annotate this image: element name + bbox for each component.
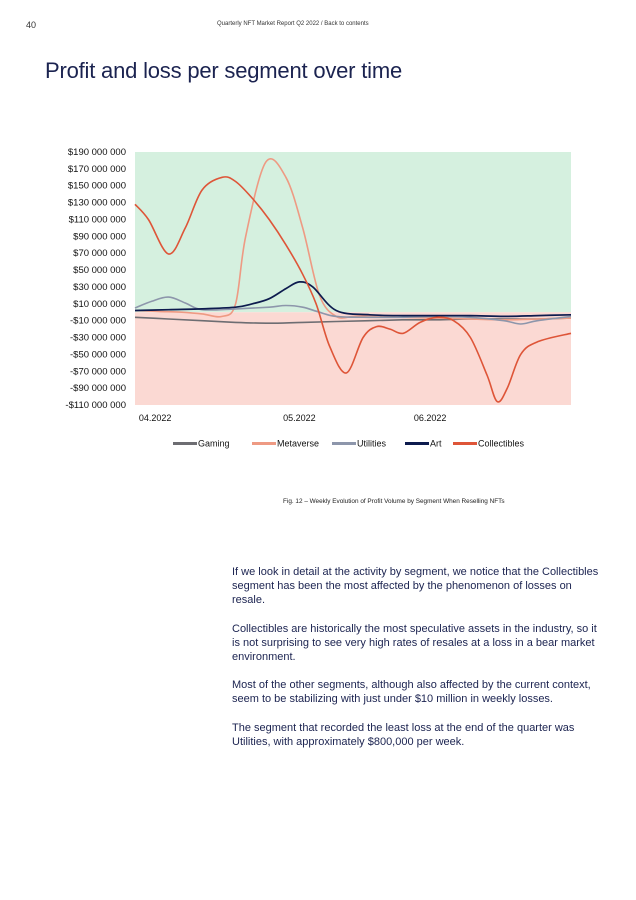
legend-swatch-gaming (173, 442, 197, 445)
y-tick-label: $150 000 000 (67, 180, 126, 192)
y-tick-label: $130 000 000 (67, 197, 126, 209)
y-tick-label: -$110 000 000 (65, 400, 126, 411)
legend-swatch-collectibles (453, 442, 477, 445)
y-tick-label: $50 000 000 (73, 265, 126, 277)
y-axis-tick-labels (65, 147, 126, 411)
profit-loss-chart (0, 140, 636, 460)
x-tick-label: 05.2022 (283, 413, 316, 423)
paragraph: Collectibles are historically the most speculative assets in the industry, so it is not surprising to see very high rates of resales at a loss in a bear market environment. (232, 622, 597, 664)
paragraph: If we look in detail at the activity by segment, we notice that the Collectibles segment has been the most affected by the phenomenon of losses on resale. (232, 566, 599, 607)
legend-swatch-art (405, 442, 429, 445)
y-tick-label: -$10 000 000 (70, 315, 126, 327)
x-axis-tick-labels (139, 413, 447, 423)
paragraph: The segment that recorded the least loss at the end of the quarter was Utilities, with approximately $800,000 per week. (232, 721, 575, 748)
legend-label-metaverse: Metaverse (277, 438, 320, 449)
y-tick-label: -$30 000 000 (70, 332, 126, 344)
paragraph: Most of the other segments, although also affected by the current context, seem to be stabilizing with just under $10 million in weekly losses. (232, 679, 591, 706)
legend-swatch-metaverse (252, 442, 276, 445)
y-tick-label: $170 000 000 (67, 163, 126, 175)
legend-swatch-utilities (332, 442, 356, 445)
y-tick-label: $90 000 000 (73, 231, 126, 243)
y-tick-label: -$70 000 000 (70, 366, 126, 378)
legend-label-gaming: Gaming (198, 438, 230, 449)
figure-caption: Fig. 12 – Weekly Evolution of Profit Volume by Segment When Reselling NFTs (283, 498, 505, 505)
x-tick-label: 06.2022 (413, 413, 447, 423)
legend-label-utilities: Utilities (357, 438, 387, 449)
y-tick-label: -$50 000 000 (70, 349, 126, 361)
y-tick-label: $70 000 000 (73, 248, 126, 260)
profit-zone (135, 152, 571, 312)
chart-legend (173, 439, 525, 449)
body-text (232, 565, 600, 763)
y-tick-label: $110 000 000 (68, 214, 126, 226)
y-tick-label: $190 000 000 (67, 147, 126, 158)
legend-label-collectibles: Collectibles (478, 438, 525, 449)
back-to-contents-link[interactable]: Quarterly NFT Market Report Q2 2022 / Back to contents (217, 21, 369, 27)
page-title: Profit and loss per segment over time (45, 58, 402, 83)
page-number: 40 (26, 20, 37, 30)
y-tick-label: $10 000 000 (73, 298, 126, 310)
legend-label-art: Art (430, 438, 442, 449)
y-tick-label: -$90 000 000 (70, 383, 126, 395)
x-tick-label: 04.2022 (138, 413, 172, 423)
plot-background (135, 152, 571, 405)
y-tick-label: $30 000 000 (73, 281, 126, 293)
